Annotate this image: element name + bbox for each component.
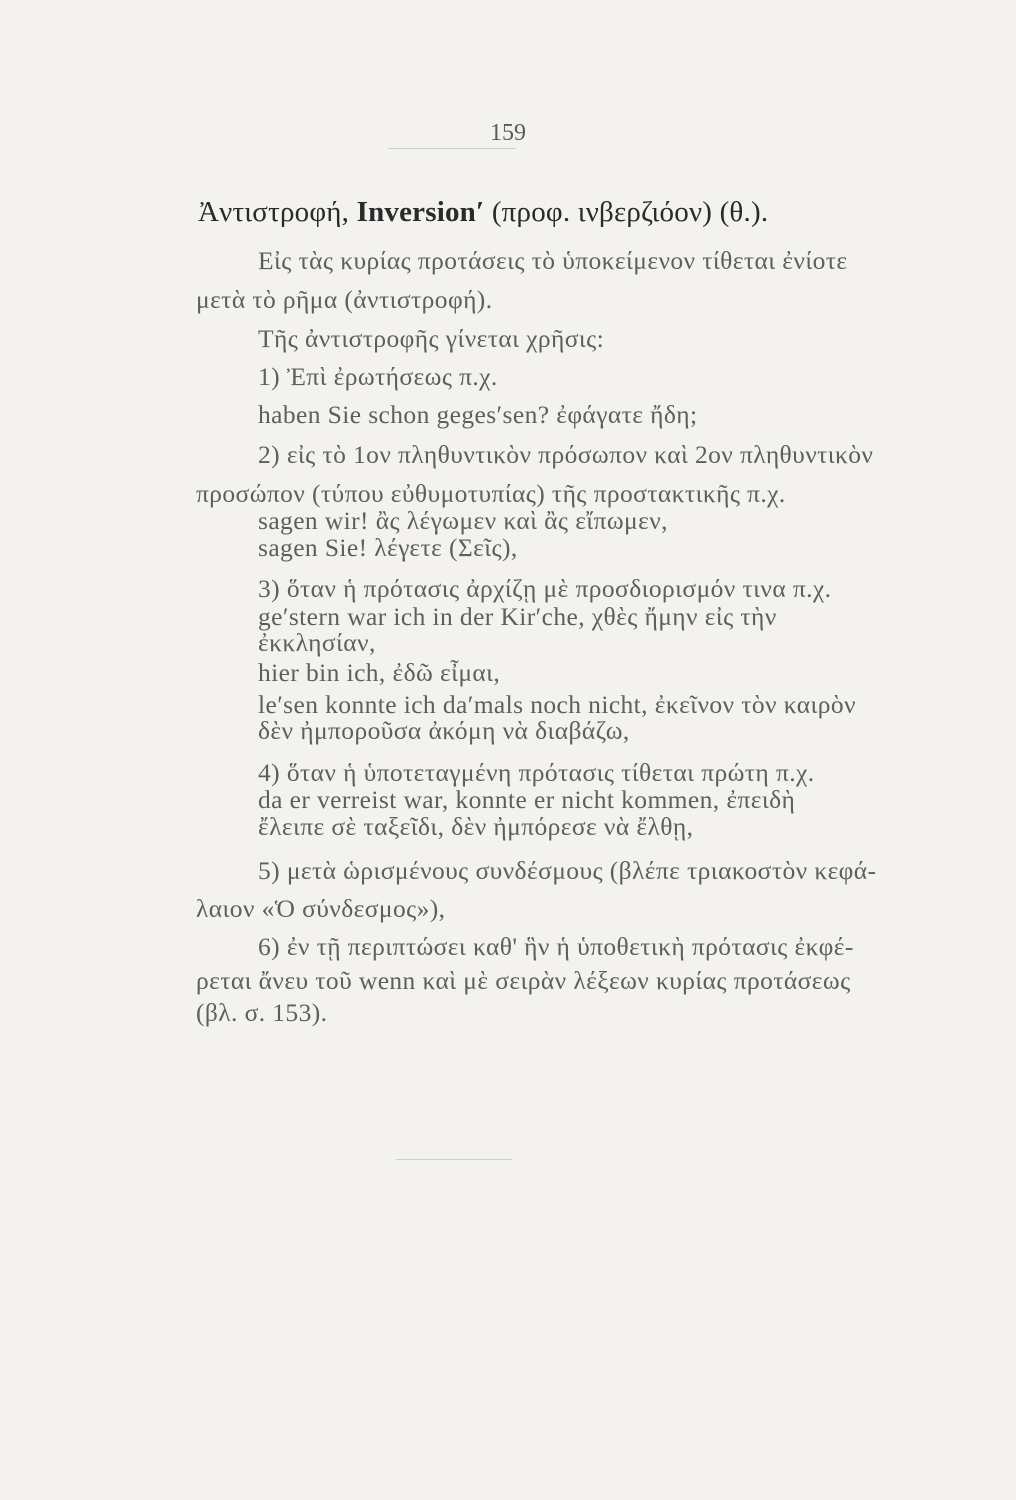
body-line: haben Sie schon geges′sen? ἐφάγατε ἤδη; — [258, 400, 698, 429]
body-line: 6) ἐν τῇ περιπτώσει καθ' ἣν ἡ ὑποθετικὴ πρότασις ἐκφέ- — [258, 932, 854, 961]
body-line: 1) Ἐπὶ ἐρωτήσεως π.χ. — [258, 362, 498, 391]
body-line: da er verreist war, konnte er nicht kommen, ἐπειδὴ — [258, 785, 796, 814]
body-line: 2) εἰς τὸ 1ον πληθυντικὸν πρόσωπον καὶ 2ον πληθυντικὸν — [258, 440, 874, 469]
title-pronunciation: (προφ. ινβερζιόον) (θ.). — [491, 196, 769, 228]
body-line: προσώπον (τύπου εὐθυμοτυπίας) τῆς προστακτικῆς π.χ. — [196, 479, 786, 508]
body-line: sagen Sie! λέγετε (Σεῖς), — [258, 533, 518, 562]
body-line: 4) ὅταν ἡ ὑποτεταγμένη πρότασις τίθεται πρώτη π.χ. — [258, 758, 815, 787]
body-line: sagen wir! ἂς λέγωμεν καὶ ἂς εἴπωμεν, — [258, 506, 668, 535]
body-line: ge′stern war ich in der Kir′che, χθὲς ἤμην εἰς τὴν — [258, 602, 777, 631]
body-line: Τῆς ἀντιστροφῆς γίνεται χρῆσις: — [258, 324, 605, 353]
title-german: Inversion′ — [356, 196, 485, 228]
body-line: δὲν ἠμποροῦσα ἀκόμη νὰ διαβάζω, — [258, 716, 630, 745]
body-line: ἐκκλησίαν, — [258, 628, 376, 657]
header-divider — [388, 148, 516, 149]
body-line: μετὰ τὸ ρῆμα (ἀντιστροφή). — [196, 285, 493, 314]
body-line: ρεται ἄνευ τοῦ wenn καὶ μὲ σειρὰν λέξεων κυρίας προτάσεως — [196, 966, 851, 995]
body-line: (βλ. σ. 153). — [196, 998, 328, 1027]
body-line: λαιον «Ὁ σύνδεσμος»), — [196, 894, 446, 923]
body-line: 5) μετὰ ὡρισμένους συνδέσμους (βλέπε τριακοστὸν κεφά- — [258, 856, 877, 885]
body-line: 3) ὅταν ἡ πρότασις ἀρχίζῃ μὲ προσδιορισμόν τινα π.χ. — [258, 574, 832, 603]
body-line: hier bin ich, ἐδῶ εἶμαι, — [258, 658, 501, 687]
section-title — [198, 196, 818, 229]
body-line: Εἰς τὰς κυρίας προτάσεις τὸ ὑποκείμενον τίθεται ἐνίοτε — [258, 246, 848, 275]
footer-divider — [396, 1159, 512, 1160]
body-line: ἔλειπε σὲ ταξεῖδι, δὲν ἠμπόρεσε νὰ ἔλθῃ, — [258, 812, 694, 841]
body-line: le′sen konnte ich da′mals noch nicht, ἐκεῖνον τὸν καιρὸν — [258, 690, 856, 719]
page-number: 159 — [490, 120, 526, 146]
title-greek: Ἀντιστροφή, — [198, 196, 350, 228]
